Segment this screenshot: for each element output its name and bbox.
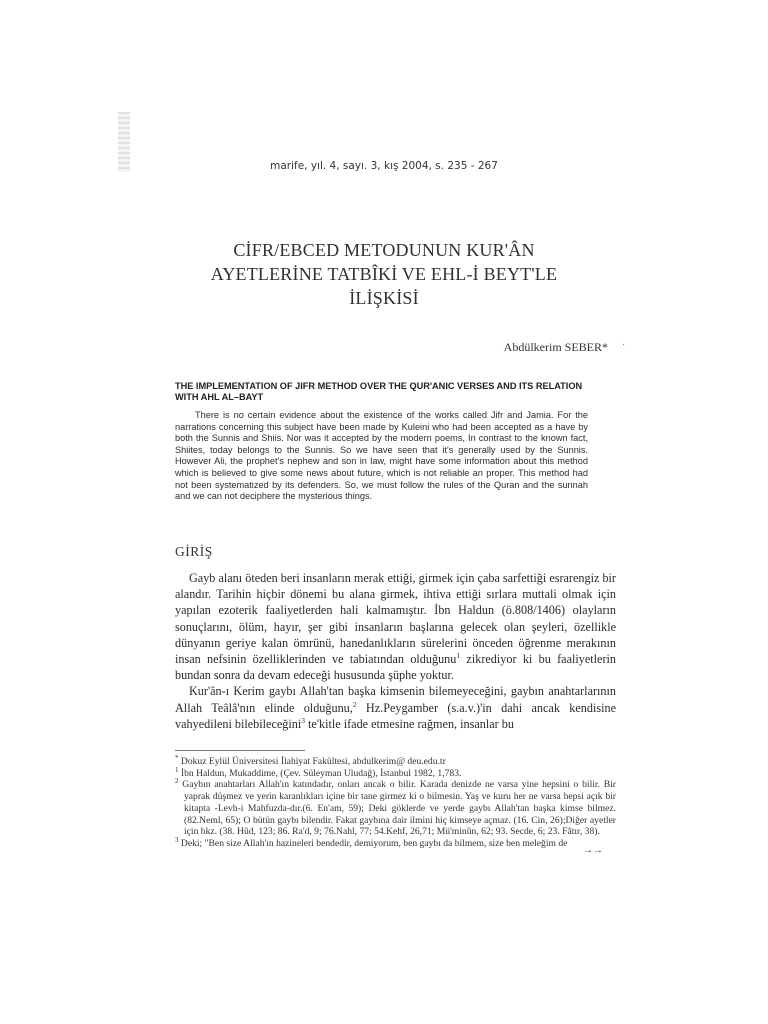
footnote-ref-2: 2 [352,699,357,709]
title-line-2: AYETLERİNE TATBÎKİ VE EHL-İ BEYT'LE [210,264,558,284]
footnotes [175,753,616,850]
continuation-arrows: →→ [583,845,603,856]
title-line-1: CİFR/EBCED METODUNUN KUR'ÂN [233,240,535,260]
paragraph-2: Kur'ân-ı Kerim gaybı Allah'tan başka kimsenin bilemeyeceğini, gaybın anahtarlarının Allah Teâlâ'nın elinde olduğunu,$^2$ Hz.Peygamber (s.a.v.)'in dahi ancak kendisine vahyedileni bilebileceğini$^3$ te'kitle ifade etmesine rağmen, insanlar bu [175,684,616,731]
author-name: Abdülkerim SEBER* [503,340,608,354]
footnote-1: $^1$ İbn Haldun, Mukaddime, (Çev. Süleyman Uludağ), İstanbul 1982, 1,783. [175,765,462,779]
footnote-ref-1: 1 [456,650,461,660]
footnote-2: $^2$ Gaybın anahtarları Allah'ın katındadır, onları ancak o bilir. Karada denizde ne varsa yine hepsini o bilir. Bir yaprak düşmez ve yerin karanlıkları içine bir tane girmez ki o bilmesin. Yaş ve kuru her ne varsa hepsi açık bir kitapta -Levh-i Mahfuzda-dır.(6. En'am, 59); Deki göklerde ve yerde gaybı Allah'tan başka kimse bilmez. (82.Neml, 65); O bütün gaybı bilendir. Fakat gaybına dair ilmini hiç kimseye açmaz. (16. Cin, 26);Diğer ayetler için bkz. (38. Hûd, 123; 86. Ra'd, 9; 76.Nahl, 77; 54.Kehf, 26,71; Mü'minûn, 62; 93. Secde, 6; 23. Fâtır, 38). [175,777,616,838]
footnote-author: * Dokuz Eylül Üniversitesi İlahiyat Fakültesi, abdulkerim@ deu.edu.tr [175,753,446,767]
article-title [150,238,618,310]
english-title: THE IMPLEMENTATION OF JIFR METHOD OVER THE QUR'ANIC VERSES AND ITS RELATION WITH AHL AL–BAYT [175,381,583,402]
footnote-ref-3: 3 [301,715,305,725]
abstract-text: There is no certain evidence about the existence of the works called Jifr and Jamia. For the narrations concerning this subject have been made by Kuleini who had been accepted as a have by both the Sunnis and Shiis. Nor was it accepted by the modern poems, In contrast to the known fact, Shiites, today belongs to the Sunnis. So we have seen that it's generally used by the Sunnis. However Ali, the prophet's nephew and son in law, might have some information about this method which is believed to give some news about future, which is not reliable an proper. This method had not been systematized by its defenders. So, we must follow the rules of the Quran and the sunnah and we can not deciphere the mysterious things. [175,410,588,502]
journal-citation: marife, yıl. 4, sayı. 3, kış 2004, s. 235 - 267 [270,160,498,172]
paragraph-1: Gayb alanı öteden beri insanların merak ettiği, girmek için çaba sarfettiği esrarengiz bir alandır. Tarihin hiçbir dönemi bu alana girmek, ihtiva ettiği sırlara muttali olmak için yapılan ezoterik faaliyetlerden hali kalmamıştır. İbn Haldun (ö.808/1406) olayların sonuçlarını, ölüm, hayır, şer gibi insanların başlarına gelecek olan şeyleri, özellikle dünyanın geriye kalan ömrünü, hanedanlıkların sürelerini önceden öğrenme merakının insan nefsinin özelliklerinden ve tabiatından olduğunu$^1$ zikrediyor ki bu faaliyetlerin bundan sonra da devam edeceği hususunda şüphe yoktur. [175,571,616,683]
scan-dot: · [622,340,626,351]
footnote-separator [175,750,305,751]
section-heading: GİRİŞ [175,544,213,559]
body-text [175,570,616,732]
footnote-3: $^3$ Deki; "Ben size Allah'ın hazineleri bendedir, demiyorum, ben gaybı da bilmem, size ben meleğim de [175,835,568,849]
title-line-3: İLİŞKİSİ [349,288,419,308]
